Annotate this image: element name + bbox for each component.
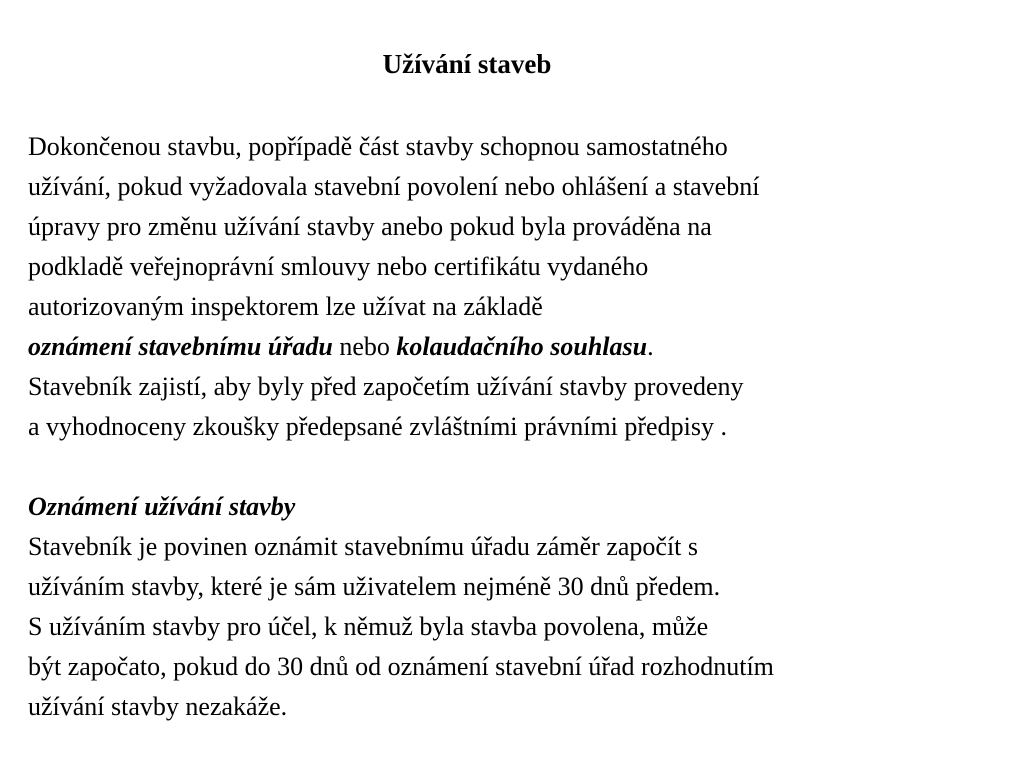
slide-title: Užívání staveb bbox=[382, 49, 552, 79]
para1-line: podkladě veřejnoprávní smlouvy nebo certifikátu vydaného bbox=[28, 252, 649, 281]
para1-line: užívání, pokud vyžadovala stavební povolení nebo ohlášení a stavební bbox=[28, 172, 760, 201]
para1-emphasis-line bbox=[28, 327, 1018, 367]
slide-body bbox=[28, 127, 1018, 727]
spacer bbox=[28, 447, 1018, 487]
para1-line: úpravy pro změnu užívání stavby anebo pokud byla prováděna na bbox=[28, 212, 712, 241]
emphasis-notice: oznámení stavebnímu úřadu bbox=[28, 332, 333, 361]
connector-text: nebo bbox=[332, 332, 397, 361]
emphasis-approval: kolaudačního souhlasu bbox=[396, 332, 648, 361]
para1-line: Dokončenou stavbu, popřípadě část stavby schopnou samostatného bbox=[28, 132, 728, 161]
para1-line: Stavebník zajistí, aby byly před započetím užívání stavby provedeny bbox=[28, 372, 744, 401]
para1-line: autorizovaným inspektorem lze užívat na základě bbox=[28, 292, 543, 321]
section2-line: být započato, pokud do 30 dnů od oznámení stavební úřad rozhodnutím bbox=[28, 652, 774, 681]
para1-line: a vyhodnoceny zkoušky předepsané zvláštními právními předpisy . bbox=[28, 412, 727, 441]
section2-line: S užíváním stavby pro účel, k němuž byla stavba povolena, může bbox=[28, 612, 709, 641]
section2-heading: Oznámení užívání stavby bbox=[28, 492, 296, 521]
section2-line: Stavebník je povinen oznámit stavebnímu úřadu záměr započít s bbox=[28, 532, 699, 561]
sentence-end: . bbox=[647, 332, 654, 361]
section2-line: užívání stavby nezakáže. bbox=[28, 692, 288, 721]
section2-line: užíváním stavby, které je sám uživatelem nejméně 30 dnů předem. bbox=[28, 572, 721, 601]
